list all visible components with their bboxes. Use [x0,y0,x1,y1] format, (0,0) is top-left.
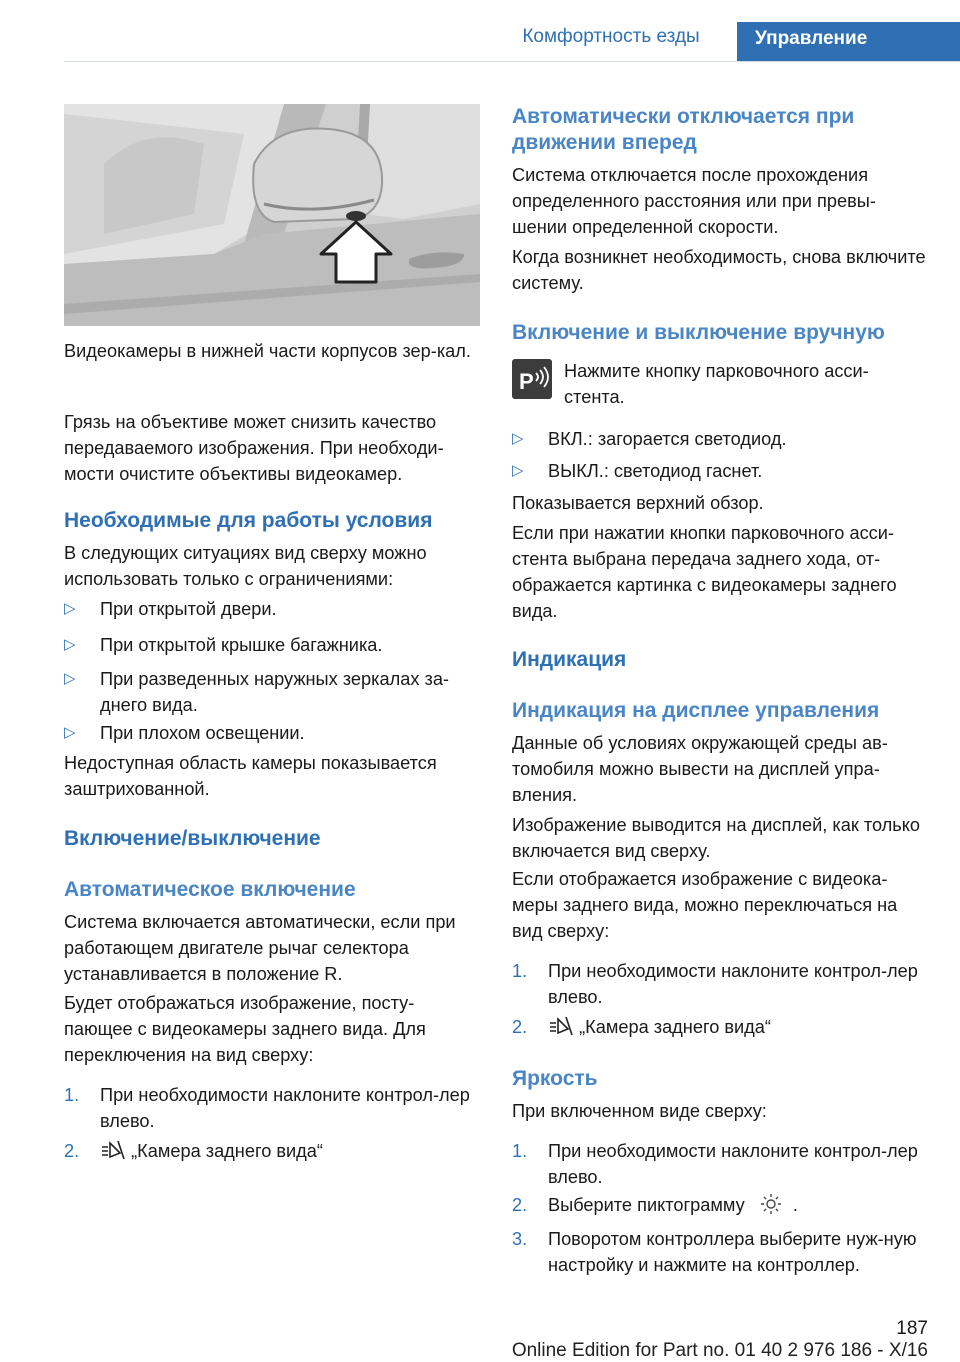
switch-paragraph: Если отображается изображение с видеока‐меры заднего вида, можно переключаться на вид сверху: [512,869,898,941]
auto-on-paragraph: Система включается автоматически, если при работающем двигателе рычаг селектора устанавливается в положение R. [64,912,456,984]
triangle-bullet-icon: ▷ [64,600,76,617]
triangle-bullet-icon: ▷ [512,462,524,479]
list-item: ▷ При открытой двери. [64,596,480,622]
list-item: 1. При необходимости наклоните контрол‐лер влево. [64,1085,470,1131]
list-item: 2. „Камера заднего вида“ [64,1138,480,1168]
auto-on-heading: Автоматическое включение [64,878,356,901]
edition-note: Online Edition for Part no. 01 40 2 976 186 - X/16 [511,1340,928,1361]
reenable-paragraph: Когда возникнет необходимость, снова включите систему. [512,247,926,293]
page-header [0,0,960,62]
reverse-paragraph: Если при нажатии кнопки парковочного асси‐стента выбрана передача заднего хода, от‐ображается картинка с видеокамеры заднего вида. [512,523,897,621]
indication-heading: Индикация [512,648,627,671]
onoff-heading: Включение/выключение [64,827,321,850]
auto-off-heading: Автоматически отключается при движении вперед [512,105,855,154]
mirror-camera-illustration [64,104,480,326]
display-paragraph: Будет отображаться изображение, посту‐пающее с видеокамеры заднего вида. Для переключения на вид сверху: [64,993,426,1065]
brightness-heading: Яркость [512,1067,598,1090]
figure-caption: Видеокамеры в нижней части корпусов зер‐кал. [64,341,471,361]
list-item: ▷ ВКЛ.: загорается светодиод. [512,426,928,452]
list-item: ▷ При разведенных наружных зеркалах за‐днего вида. [64,666,480,718]
camera-icon [548,1015,574,1044]
triangle-bullet-icon: ▷ [64,724,76,741]
list-item: 1. При необходимости наклоните контрол‐лер влево. [512,1141,918,1187]
list-item: 1. При необходимости наклоните контрол‐лер влево. [512,961,918,1007]
auto-off-paragraph: Система отключается после прохождения определенного расстояния или при превы‐шении определенной скорости. [512,165,876,237]
dirt-paragraph: Грязь на объективе может снизить качество передаваемого изображения. При необходи‐мости очистите объективы видеокамер. [64,412,444,484]
list-item: 2. „Камера заднего вида“ [512,1014,928,1044]
page-number: 187 [896,1318,928,1339]
list-item: ▷ ВЫКЛ.: светодиод гаснет. [512,458,928,484]
park-assist-button-icon [512,359,552,399]
manual-heading: Включение и выключение вручную [512,321,885,344]
top-view-paragraph: Показывается верхний обзор. [512,493,764,513]
list-item: ▷ При открытой крышке багажника. [64,632,480,658]
conditions-intro: В следующих ситуациях вид сверху можно использовать только с ограничениями: [64,543,427,589]
list-item: ▷ При плохом освещении. [64,720,480,746]
list-item: 2. Выберите пиктограмму . [512,1192,928,1222]
header-section: Комфортность езды [522,26,700,47]
svg-text:P: P [519,369,534,394]
display-heading: Индикация на дисплее управления [512,699,880,722]
brightness-paragraph: При включенном виде сверху: [512,1101,767,1121]
hatched-paragraph: Недоступная область камеры показывается заштрихованной. [64,753,437,799]
triangle-bullet-icon: ▷ [64,670,76,687]
triangle-bullet-icon: ▷ [512,430,524,447]
conditions-heading: Необходимые для работы условия [64,509,433,532]
list-item: 3. Поворотом контроллера выберите нуж‐ную настройку и нажмите на контроллер. [512,1229,917,1275]
shown-paragraph: Изображение выводится на дисплей, как только включается вид сверху. [512,815,921,861]
header-rule [64,61,960,62]
button-paragraph: Нажмите кнопку парковочного асси‐стента. [564,361,869,407]
data-paragraph: Данные об условиях окружающей среды ав‐томобиля можно вывести на дисплей упра‐вления. [512,733,888,805]
header-chapter-tab: Управление [737,22,960,62]
camera-icon [100,1139,126,1168]
triangle-bullet-icon: ▷ [64,636,76,653]
brightness-icon [760,1193,782,1222]
